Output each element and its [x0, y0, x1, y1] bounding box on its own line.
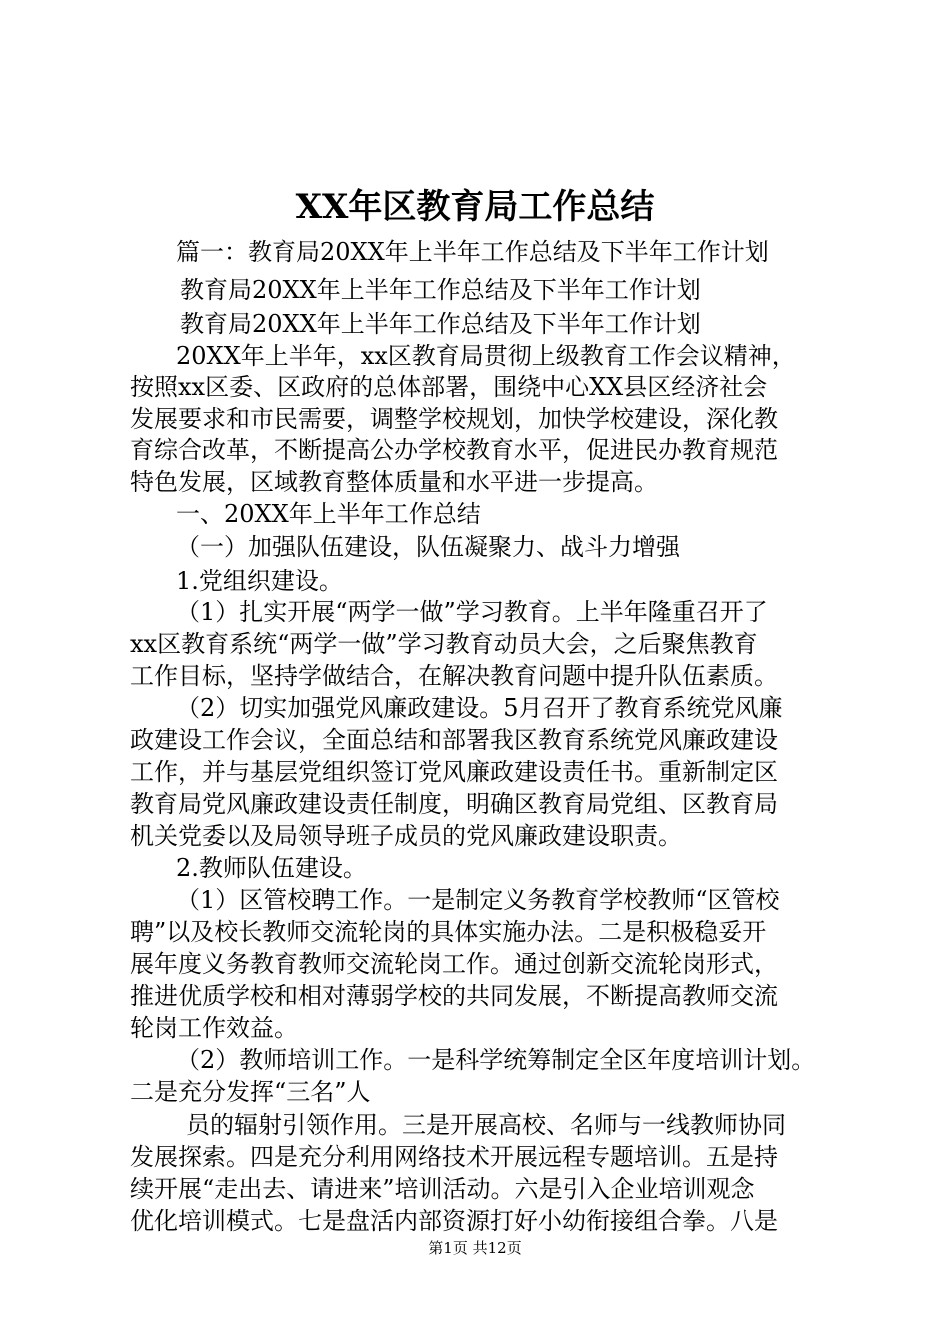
document-title: XX年区教育局工作总结: [295, 187, 655, 227]
body-line: 优化培训模式。七是盘活内部资源打好小幼衔接组合拳。八是: [130, 1207, 778, 1235]
body-line: 按照xx区委、区政府的总体部署，围绕中心XX县区经济社会: [130, 373, 768, 401]
body-line: 推进优质学校和相对薄弱学校的共同发展，不断提高教师交流: [130, 982, 778, 1010]
body-line: xx区教育系统“两学一做”学习教育动员大会，之后聚焦教育: [130, 630, 758, 658]
body-line: 2.教师队伍建设。: [176, 854, 367, 882]
body-line: 教育局党风廉政建设责任制度，明确区教育局党组、区教育局: [130, 790, 778, 818]
body-line: 续开展“走出去、请进来”培训活动。六是引入企业培训观念: [130, 1175, 755, 1203]
body-line: （1）区管校聘工作。一是制定义务教育学校教师“区管校: [176, 886, 780, 914]
body-line: 展年度义务教育教师交流轮岗工作。通过创新交流轮岗形式，: [130, 950, 778, 978]
body-line: 发展要求和市民需要，调整学校规划，加快学校建设，深化教: [130, 405, 778, 433]
body-line: 轮岗工作效益。: [130, 1014, 298, 1042]
body-line: （一）加强队伍建设，队伍凝聚力、战斗力增强: [176, 533, 680, 561]
body-line: 一、20XX年上半年工作总结: [176, 500, 481, 528]
body-line: 特色发展，区域教育整体质量和水平进一步提高。: [130, 468, 658, 496]
body-line: 1.党组织建设。: [176, 567, 343, 595]
body-line: 20XX年上半年，xx区教育局贯彻上级教育工作会议精神，: [176, 342, 796, 370]
body-line: 育综合改革，不断提高公办学校教育水平，促进民办教育规范: [130, 436, 778, 464]
body-line: 篇一：教育局20XX年上半年工作总结及下半年工作计划: [176, 238, 769, 266]
body-line: 教育局20XX年上半年工作总结及下半年工作计划: [180, 310, 701, 338]
body-line: 员的辐射引领作用。三是开展高校、名师与一线教师协同: [186, 1111, 786, 1139]
body-line: （2）切实加强党风廉政建设。5月召开了教育系统党风廉: [176, 694, 783, 722]
page-footer: 第1页 共12页: [428, 1239, 522, 1257]
body-line: 机关党委以及局领导班子成员的党风廉政建设职责。: [130, 822, 682, 850]
body-line: 二是充分发挥“三名”人: [130, 1078, 371, 1106]
body-line: （1）扎实开展“两学一做”学习教育。上半年隆重召开了: [176, 598, 768, 626]
body-line: 教育局20XX年上半年工作总结及下半年工作计划: [180, 276, 701, 304]
body-line: （2）教师培训工作。一是科学统筹制定全区年度培训计划。: [176, 1046, 816, 1074]
body-line: 政建设工作会议，全面总结和部署我区教育系统党风廉政建设: [130, 726, 778, 754]
body-line: 聘”以及校长教师交流轮岗的具体实施办法。二是积极稳妥开: [130, 918, 767, 946]
body-line: 发展探索。四是充分利用网络技术开展远程专题培训。五是持: [130, 1143, 778, 1171]
body-line: 工作，并与基层党组织签订党风廉政建设责任书。重新制定区: [130, 758, 778, 786]
body-line: 工作目标，坚持学做结合，在解决教育问题中提升队伍素质。: [130, 662, 778, 690]
